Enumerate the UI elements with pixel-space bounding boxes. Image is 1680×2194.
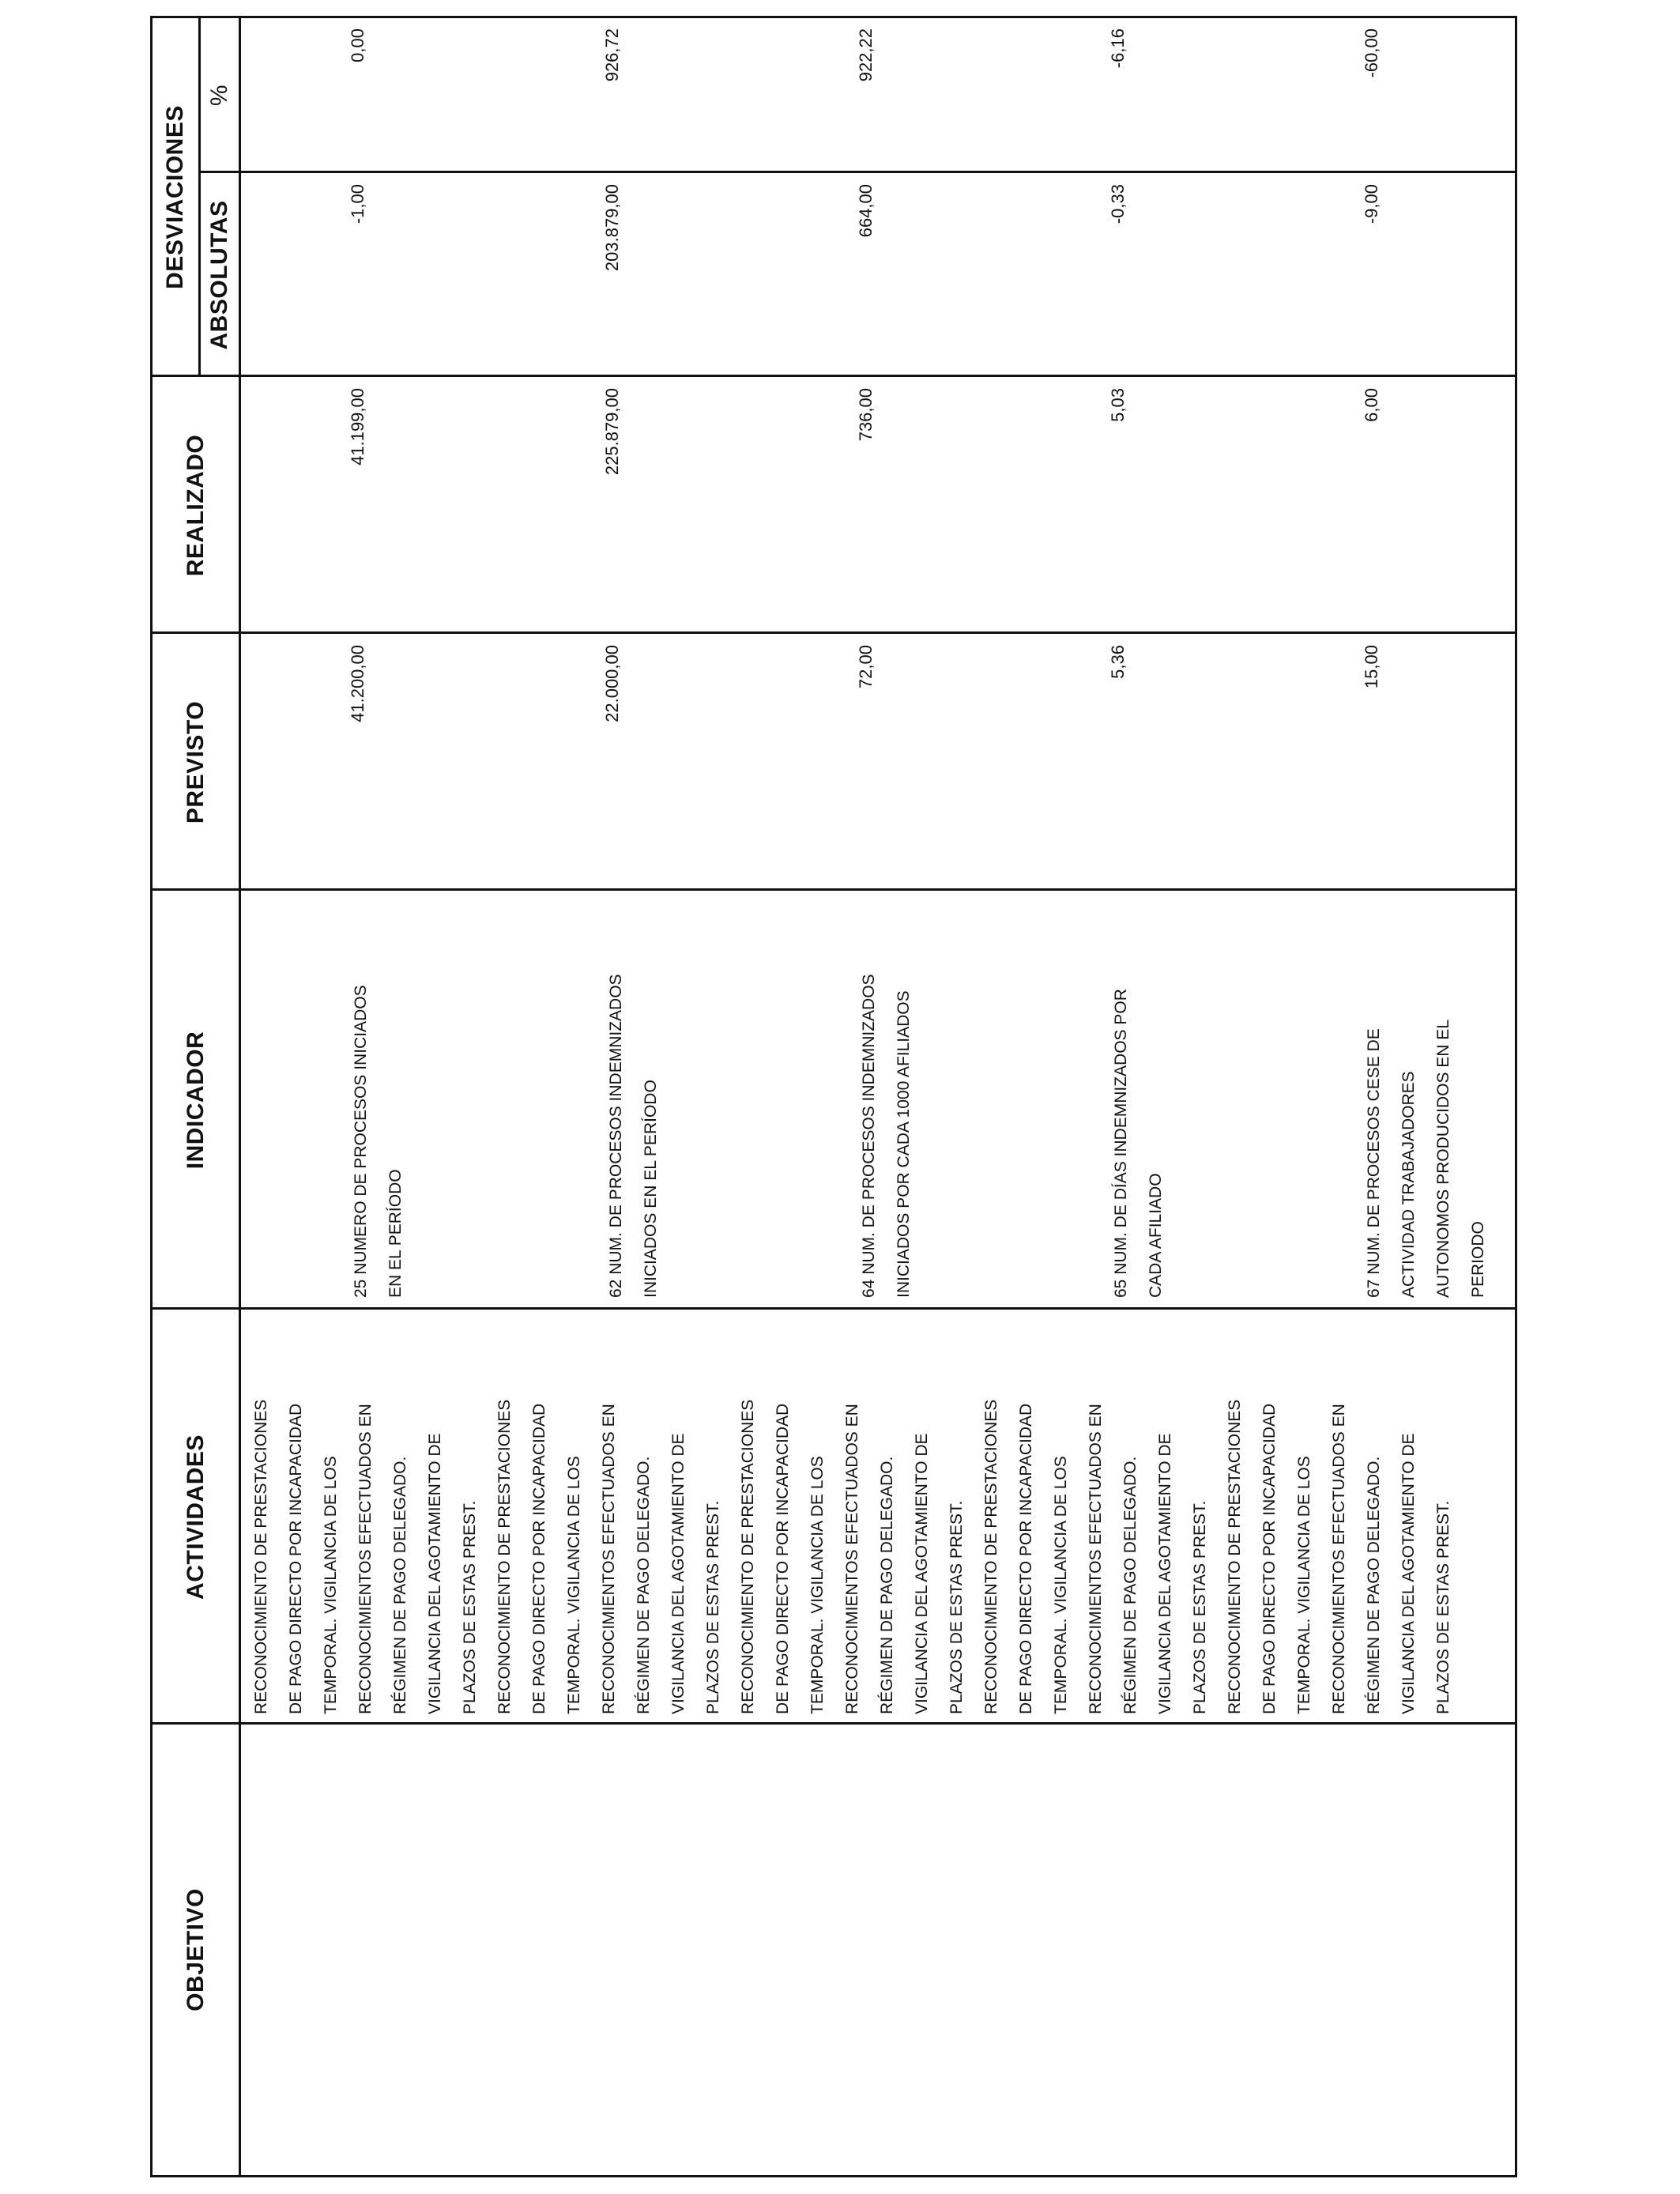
indicador-line: PERIODO — [1469, 1221, 1487, 1298]
porcentaje-value: -6,16 — [1108, 28, 1128, 69]
actividad-line: RECONOCIMIENTO DE PRESTACIONES — [495, 1399, 514, 1714]
header-previsto: PREVISTO — [182, 700, 209, 824]
actividad-line: DE PAGO DIRECTO POR INCAPACIDAD — [530, 1403, 548, 1714]
absolutas-value: 203.879,00 — [602, 184, 622, 272]
absolutas-value: -9,00 — [1362, 184, 1381, 224]
absolutas-value: -1,00 — [348, 184, 367, 224]
actividad-line: RECONOCIMIENTOS EFECTUADOS EN — [843, 1404, 861, 1714]
actividad-line: VIGILANCIA DEL AGOTAMIENTO DE — [1399, 1433, 1418, 1714]
indicador-line: 62 NUM. DE PROCESOS INDEMNIZADOS — [607, 974, 625, 1298]
actividad-line: TEMPORAL. VIGILANCIA DE LOS — [565, 1456, 583, 1714]
header-realizado: REALIZADO — [182, 434, 209, 577]
previsto-value: 41.200,00 — [348, 645, 367, 722]
header-actividades: ACTIVIDADES — [182, 1434, 209, 1600]
previsto-value: 72,00 — [856, 645, 876, 689]
actividad-line: RÉGIMEN DE PAGO DELEGADO. — [878, 1456, 896, 1714]
actividad-line: DE PAGO DIRECTO POR INCAPACIDAD — [287, 1403, 305, 1714]
porcentaje-value: 926,72 — [602, 28, 622, 82]
actividad-line: TEMPORAL. VIGILANCIA DE LOS — [322, 1456, 340, 1714]
actividad-line: PLAZOS DE ESTAS PREST. — [947, 1500, 966, 1714]
actividad-line: VIGILANCIA DEL AGOTAMIENTO DE — [426, 1433, 444, 1714]
actividad-line: TEMPORAL. VIGILANCIA DE LOS — [1052, 1456, 1070, 1714]
indicador-line: 65 NUM. DE DÍAS INDEMNIZADOS POR — [1112, 989, 1130, 1298]
indicador-cell — [1357, 899, 1496, 1298]
actividad-line: TEMPORAL. VIGILANCIA DE LOS — [1295, 1456, 1313, 1714]
previsto-value: 22.000,00 — [602, 645, 622, 722]
actividad-line: DE PAGO DIRECTO POR INCAPACIDAD — [1260, 1403, 1279, 1714]
actividad-line: RÉGIMEN DE PAGO DELEGADO. — [1121, 1456, 1139, 1714]
indicador-line: AUTONOMOS PRODUCIDOS EN EL — [1434, 1020, 1452, 1298]
realizado-value: 41.199,00 — [348, 388, 367, 466]
actividad-line: TEMPORAL. VIGILANCIA DE LOS — [808, 1456, 827, 1714]
report-table — [150, 16, 1517, 2177]
indicador-line: 64 NUM. DE PROCESOS INDEMNIZADOS — [860, 974, 878, 1298]
actividad-line: RÉGIMEN DE PAGO DELEGADO. — [1365, 1456, 1383, 1714]
actividad-line: VIGILANCIA DEL AGOTAMIENTO DE — [669, 1433, 687, 1714]
actividad-line: VIGILANCIA DEL AGOTAMIENTO DE — [1156, 1433, 1174, 1714]
indicador-line: 67 NUM. DE PROCESOS CESE DE — [1365, 1028, 1383, 1298]
indicador-cell — [852, 899, 921, 1298]
header-desviaciones: DESVIACIONES — [162, 105, 188, 289]
header-porcentaje: % — [206, 84, 232, 107]
actividad-line: RECONOCIMIENTOS EFECTUADOS EN — [600, 1404, 618, 1714]
actividad-line: PLAZOS DE ESTAS PREST. — [461, 1500, 479, 1714]
actividades-cell — [244, 1315, 1461, 1714]
indicador-cell — [344, 899, 413, 1298]
previsto-value: 15,00 — [1362, 645, 1381, 689]
actividad-line: RÉGIMEN DE PAGO DELEGADO. — [635, 1456, 653, 1714]
header-objetivo: OBJETIVO — [182, 1888, 209, 2011]
actividad-line: RECONOCIMIENTOS EFECTUADOS EN — [1087, 1404, 1105, 1714]
realizado-value: 736,00 — [856, 388, 876, 442]
actividad-line: DE PAGO DIRECTO POR INCAPACIDAD — [774, 1403, 792, 1714]
absolutas-value: -0,33 — [1108, 184, 1128, 224]
actividad-line: RECONOCIMIENTO DE PRESTACIONES — [739, 1399, 757, 1714]
actividad-line: PLAZOS DE ESTAS PREST. — [1191, 1500, 1209, 1714]
porcentaje-value: 0,00 — [348, 28, 367, 62]
indicador-line: ACTIVIDAD TRABAJADORES — [1399, 1071, 1418, 1298]
actividad-line: VIGILANCIA DEL AGOTAMIENTO DE — [913, 1433, 931, 1714]
actividad-line: RÉGIMEN DE PAGO DELEGADO. — [391, 1456, 409, 1714]
table-body — [241, 18, 1515, 2175]
indicador-line: INICIADOS EN EL PERÍODO — [642, 1080, 660, 1298]
absolutas-value: 664,00 — [856, 184, 876, 238]
table-header-row — [153, 18, 241, 2175]
actividad-line: DE PAGO DIRECTO POR INCAPACIDAD — [1017, 1403, 1035, 1714]
actividad-line: RECONOCIMIENTOS EFECTUADOS EN — [356, 1404, 375, 1714]
indicador-line: 25 NUMERO DE PROCESOS INICIADOS — [352, 985, 370, 1298]
actividad-line: RECONOCIMIENTOS EFECTUADOS EN — [1330, 1404, 1348, 1714]
previsto-value: 5,36 — [1108, 645, 1128, 679]
header-absolutas: ABSOLUTAS — [206, 200, 232, 350]
actividad-line: RECONOCIMIENTO DE PRESTACIONES — [252, 1399, 270, 1714]
realizado-value: 225.879,00 — [602, 388, 622, 476]
indicador-cell — [599, 899, 669, 1298]
realizado-value: 5,03 — [1108, 388, 1128, 422]
actividad-line: PLAZOS DE ESTAS PREST. — [704, 1500, 722, 1714]
indicador-line: EN EL PERÍODO — [386, 1169, 405, 1298]
actividad-line: RECONOCIMIENTO DE PRESTACIONES — [1226, 1399, 1244, 1714]
porcentaje-value: -60,00 — [1362, 28, 1381, 78]
realizado-value: 6,00 — [1362, 388, 1381, 422]
actividad-line: PLAZOS DE ESTAS PREST. — [1434, 1500, 1452, 1714]
actividad-line: RECONOCIMIENTO DE PRESTACIONES — [982, 1399, 1000, 1714]
indicador-cell — [1104, 899, 1173, 1298]
porcentaje-value: 922,22 — [856, 28, 876, 82]
header-indicador: INDICADOR — [182, 1031, 209, 1170]
indicador-line: INICIADOS POR CADA 1000 AFILIADOS — [895, 990, 913, 1298]
indicador-line: CADA AFILIADO — [1147, 1173, 1165, 1298]
